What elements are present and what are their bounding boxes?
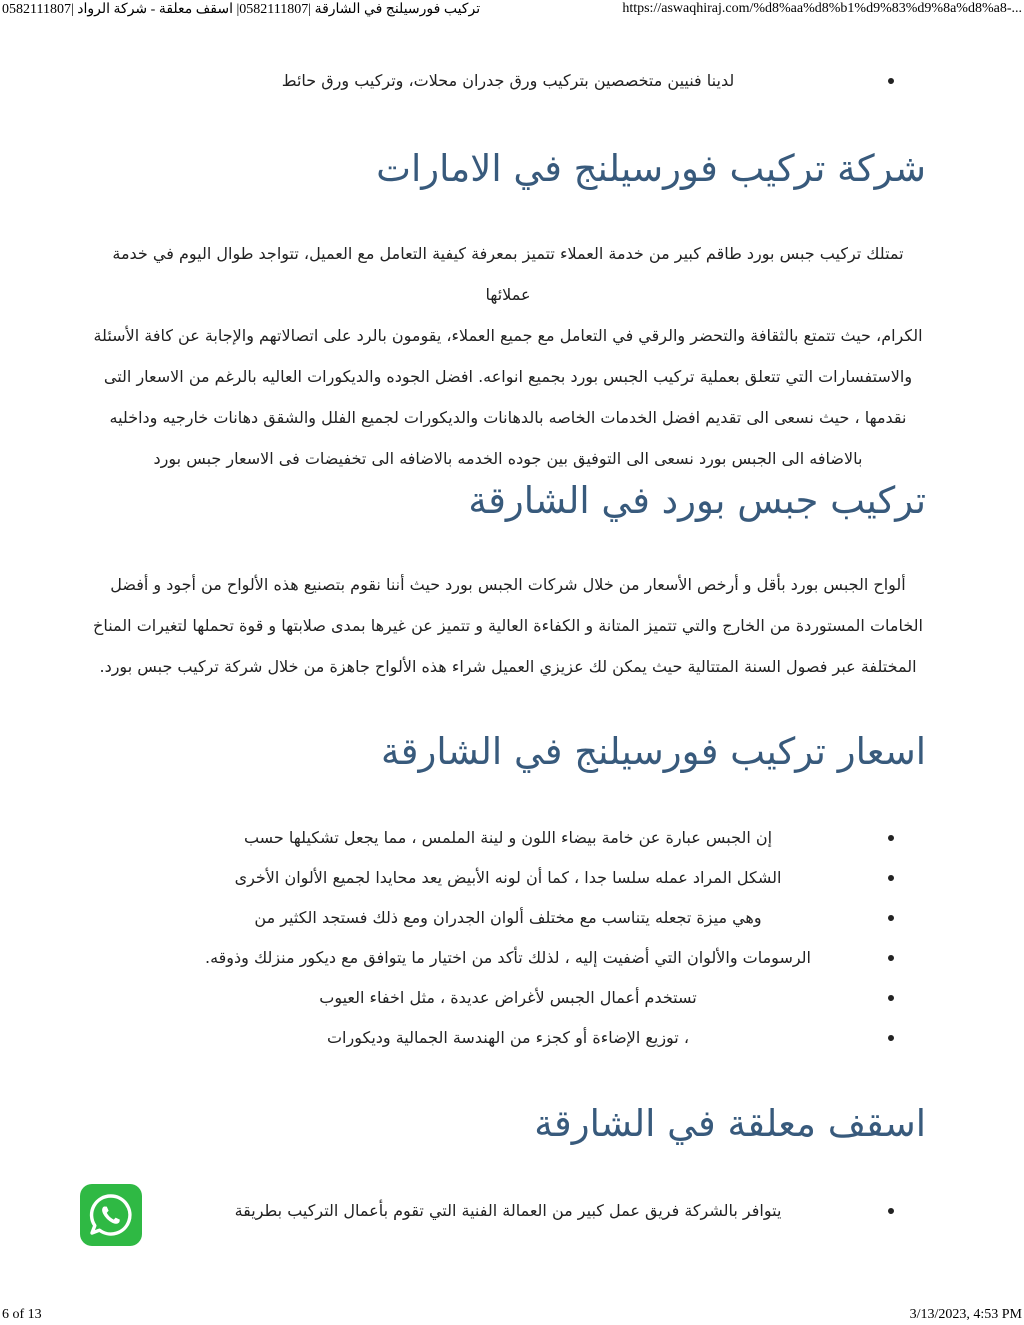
bullet-icon: [888, 955, 894, 961]
list-item: يتوافر بالشركة فريق عمل كبير من العمالة الفنية التي تقوم بأعمال التركيب بطريقة: [90, 1191, 926, 1231]
list-item: ، توزيع الإضاءة أو كجزء من الهندسة الجمالية وديكورات: [90, 1018, 926, 1058]
list-item: وهي ميزة تجعله يتناسب مع مختلف ألوان الجدران ومع ذلك فستجد الكثير من: [90, 898, 926, 938]
whatsapp-button[interactable]: [80, 1184, 142, 1246]
list-item: تستخدم أعمال الجبس لأغراض عديدة ، مثل اخفاء العيوب: [90, 978, 926, 1018]
bullet-icon: [888, 995, 894, 1001]
list-item: إن الجبس عبارة عن خامة بيضاء اللون و لينة الملمس ، مما يجعل تشكيلها حسب: [90, 818, 926, 858]
print-header: [0, 0, 1024, 20]
section-heading-prices: اسعار تركيب فورسيلنج في الشارقة: [380, 730, 926, 773]
bullet-icon: [888, 915, 894, 921]
bullet-icon: [888, 1208, 894, 1214]
section-paragraph: تمتلك تركيب جبس بورد طاقم كبير من خدمة العملاء تتميز بمعرفة كيفية التعامل مع العميل، تتواجد طوال اليوم في خدمة عملائها الكرام، حيث تتمتع بالثقافة والتحضر والرقي في التعامل مع جميع العملاء، يقومون بالرد على اتصالاتهم والإجابة عن كافة الأسئلة والاستفسارات التي تتعلق بعملية تركيب الجبس بورد بجميع انواعه. افضل الجوده والديكورات العاليه بالرغم من الاسعار التى نقدمها ، حيث نسعى الى تقديم افضل الخدمات الخاصه بالدهانات والديكورات لجميع الفلل والشقق دهانات خارجيه وداخليه بالاضافه الى الجبس بورد نسعى الى التوفيق بين جوده الخدمه بالاضافه الى تخفيضات فى الاسعار جبس بورد: [93, 244, 923, 468]
print-datetime: 3/13/2023, 4:53 PM: [909, 1307, 1022, 1322]
intro-list: [90, 61, 926, 101]
bullet-icon: [888, 875, 894, 881]
bullet-icon: [888, 835, 894, 841]
print-url[interactable]: https://aswaqhiraj.com/%d8%aa%d8%b1%d9%83%d9%8a%d8%a8-...: [622, 1, 1022, 16]
print-footer: [0, 1305, 1024, 1325]
list-item: لدينا فنيين متخصصين بتركيب ورق جدران محلات، وتركيب ورق حائط: [90, 61, 926, 101]
section-heading-gypsum-sharjah: تركيب جبس بورد في الشارقة: [468, 479, 926, 522]
bullet-icon: [888, 1035, 894, 1041]
section-heading-uae: شركة تركيب فورسيلنج في الامارات: [376, 147, 926, 190]
page-number: 6 of 13: [2, 1307, 42, 1322]
section-heading-suspended-ceilings: اسقف معلقة في الشارقة: [534, 1102, 926, 1145]
list-item: الرسومات والألوان التي أضفيت إليه ، لذلك تأكد من اختيار ما يتوافق مع ديكور منزلك وذوقه.: [90, 938, 926, 978]
list-item: الشكل المراد عمله سلسا جدا ، كما أن لونه الأبيض يعد محايدا لجميع الألوان الأخرى: [90, 858, 926, 898]
prices-list: [90, 818, 926, 1058]
ceilings-list: [90, 1191, 926, 1231]
whatsapp-icon: [80, 1184, 142, 1246]
print-page-title: تركيب فورسيلنج في الشارقة |0582111807| اسقف معلقة - شركة الرواد |0582111807: [2, 2, 481, 17]
section-paragraph: ألواح الجبس بورد بأقل و أرخص الأسعار من خلال شركات الجبس بورد حيث أننا نقوم بتصنيع هذه الألواح من أجود و أفضل الخامات المستوردة من الخارج والتي تتميز المتانة و الكفاءة العالية و تتميز عن غيرها بمدى صلابتها و قوة تحملها لتغيرات المناخ المختلفة عبر فصول السنة المتتالية حيث يمكن لك عزيزي العميل شراء هذه الألواح جاهزة من خلال شركة تركيب جبس بورد.: [93, 575, 923, 676]
bullet-icon: [888, 78, 894, 84]
